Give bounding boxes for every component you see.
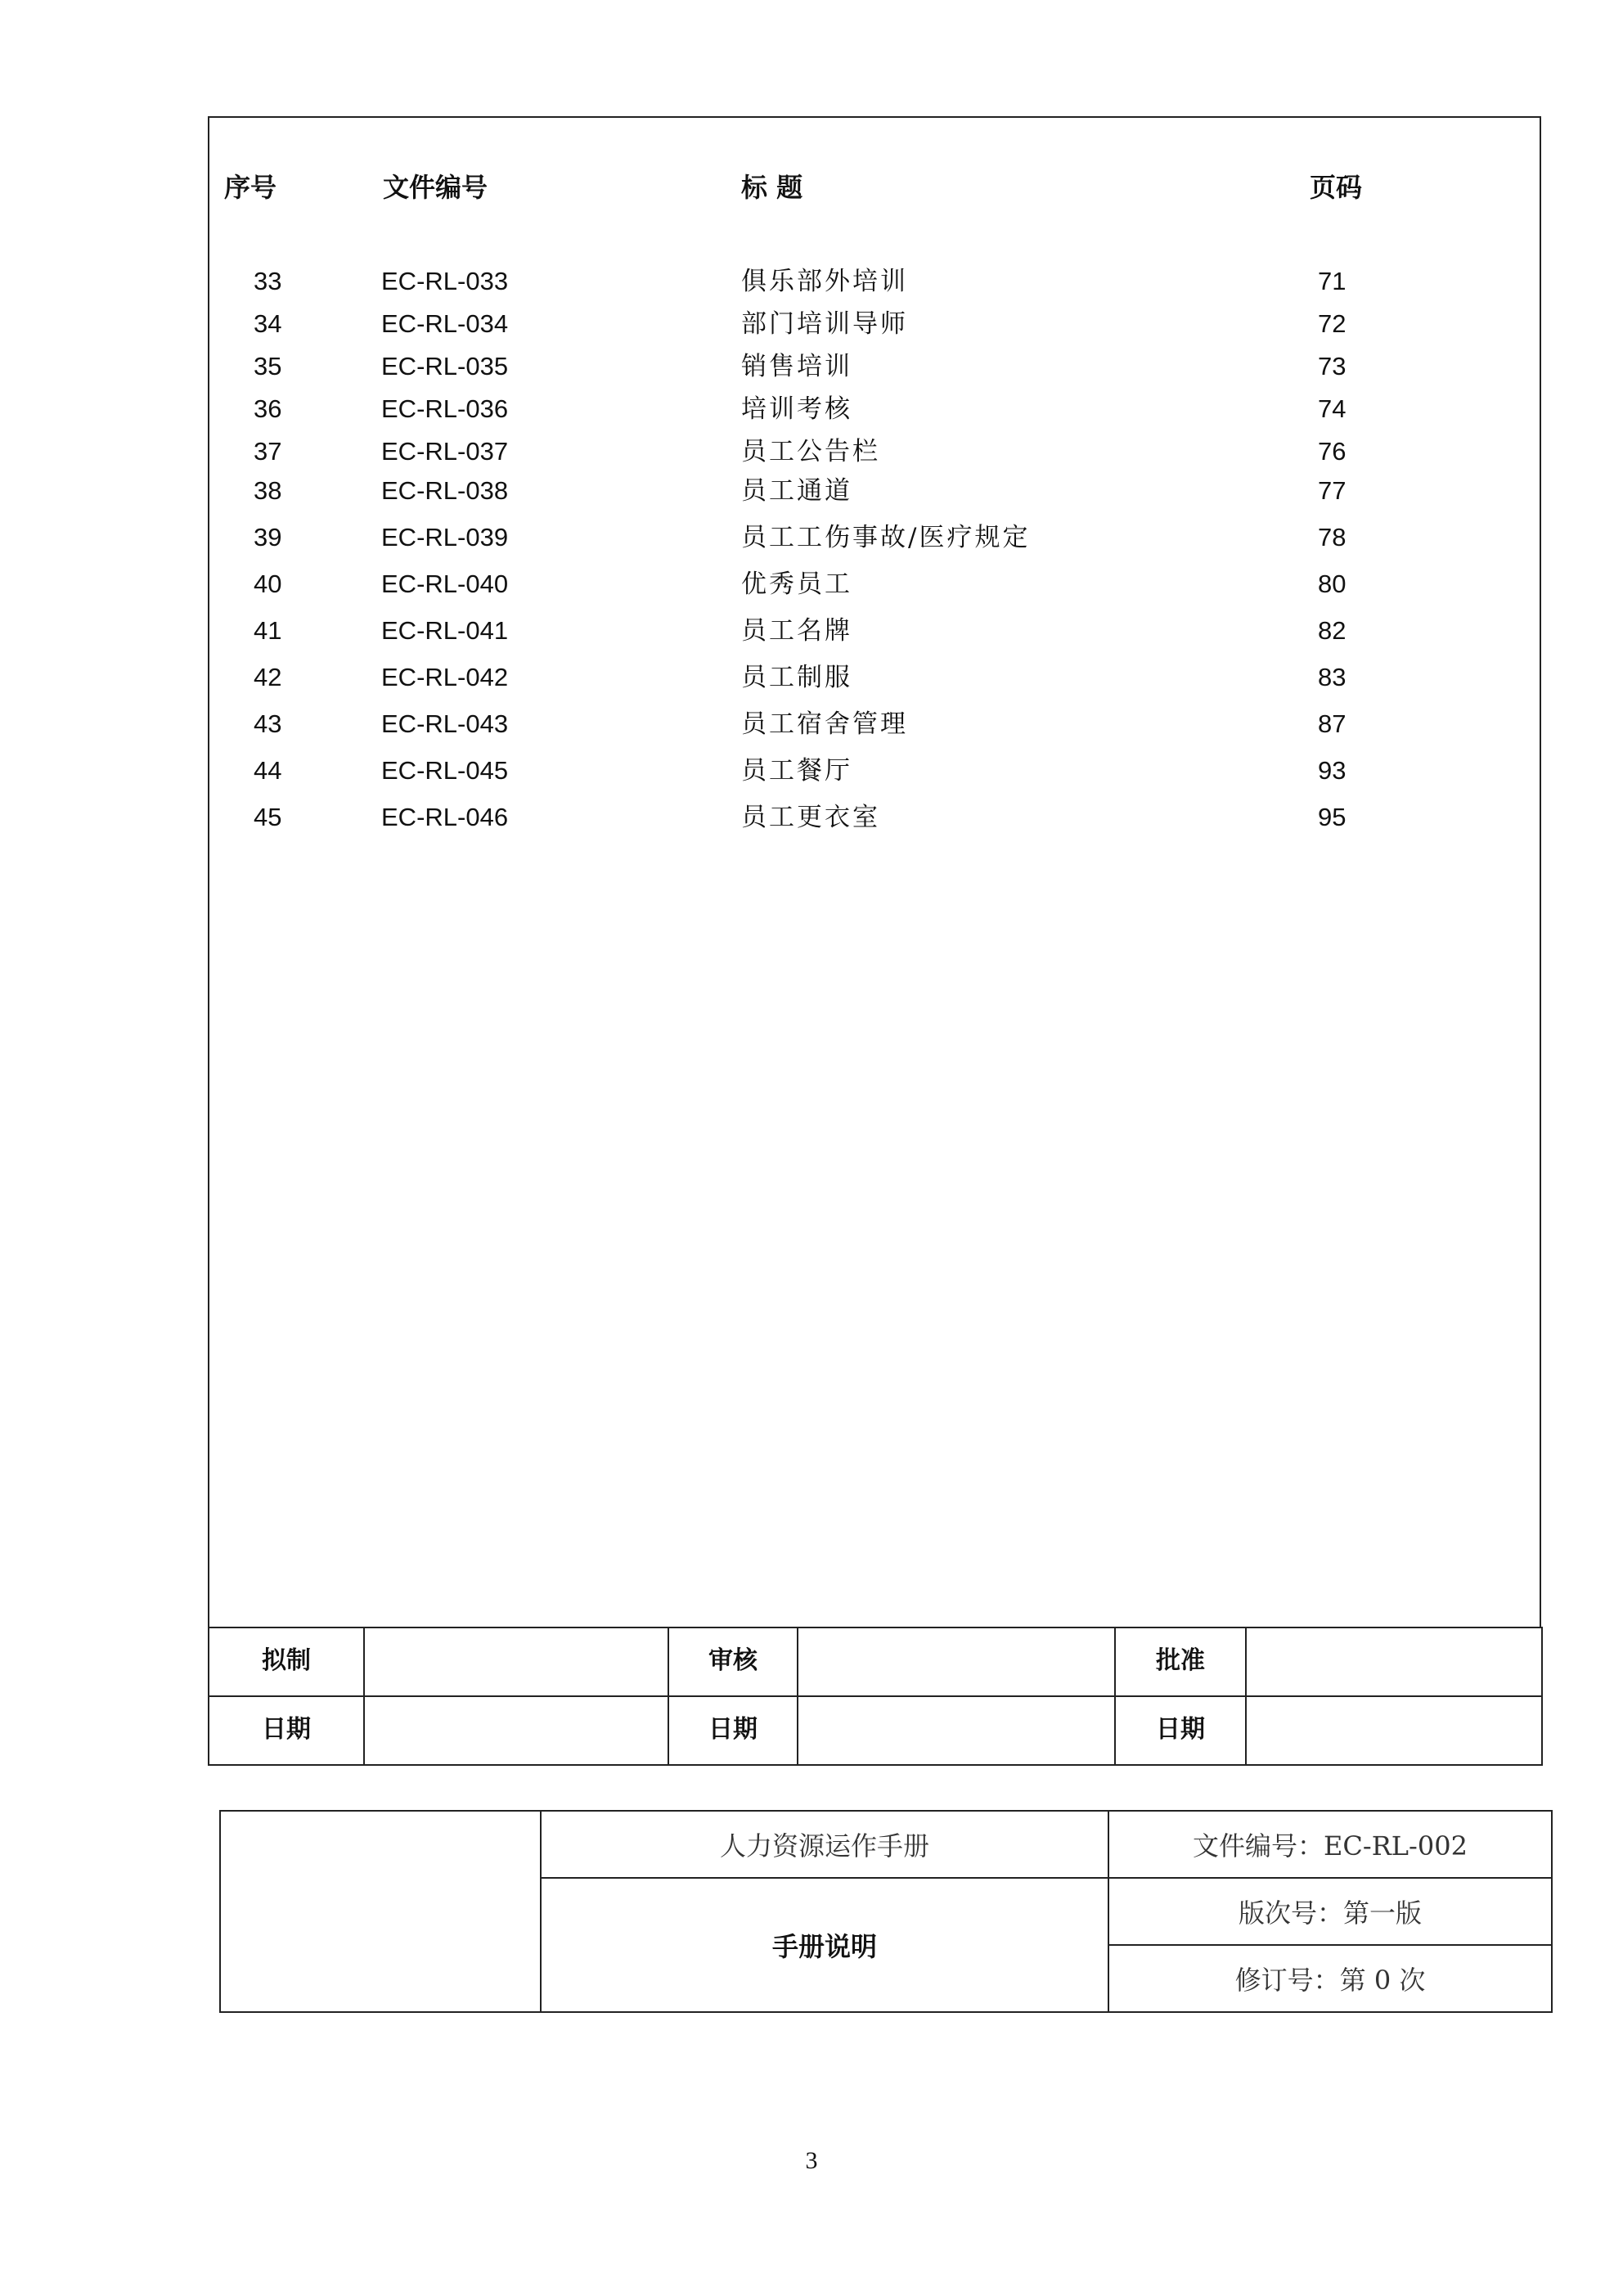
reviewed-date-cell[interactable] (798, 1696, 1115, 1765)
drafted-date-label: 日期 (209, 1696, 364, 1765)
row-seq: 39 (254, 523, 282, 551)
row-page: 95 (1318, 803, 1347, 831)
approval-table (208, 1627, 1543, 1766)
row-seq: 41 (254, 616, 282, 645)
row-title: 员工宿舍管理 (741, 709, 908, 739)
row-doc-no: EC-RL-033 (381, 267, 509, 295)
row-doc-no: EC-RL-035 (381, 352, 509, 380)
row-page: 82 (1318, 616, 1347, 645)
header-seq: 序号 (224, 172, 277, 203)
row-seq: 36 (254, 394, 282, 423)
approved-label: 批准 (1115, 1627, 1246, 1696)
index-row (209, 706, 1540, 742)
row-title: 员工公告栏 (741, 437, 880, 466)
revision-number: 修订号：第 0 次 (1108, 1945, 1552, 2012)
doc-number: 文件编号：EC-RL-002 (1108, 1811, 1552, 1878)
row-doc-no: EC-RL-043 (381, 709, 509, 738)
row-title: 员工制服 (741, 663, 852, 692)
approval-row-signatures (209, 1627, 1542, 1696)
row-seq: 35 (254, 352, 282, 380)
row-seq: 38 (254, 476, 282, 505)
row-doc-no: EC-RL-039 (381, 523, 509, 551)
row-doc-no: EC-RL-038 (381, 476, 509, 505)
row-seq: 37 (254, 437, 282, 466)
row-seq: 33 (254, 267, 282, 295)
index-row (209, 263, 1540, 299)
logo-cell (220, 1811, 541, 2012)
index-row (209, 391, 1540, 427)
row-page: 76 (1318, 437, 1347, 466)
row-seq: 45 (254, 803, 282, 831)
section-title: 手册说明 (541, 1878, 1108, 2012)
row-doc-no: EC-RL-036 (381, 394, 509, 423)
row-page: 80 (1318, 569, 1347, 598)
index-row (209, 434, 1540, 470)
row-page: 71 (1318, 267, 1347, 295)
page-number: 3 (805, 2147, 818, 2174)
drafted-signature-cell[interactable] (364, 1627, 668, 1696)
approved-signature-cell[interactable] (1246, 1627, 1542, 1696)
header-page: 页码 (1310, 172, 1363, 203)
index-row (209, 799, 1540, 835)
row-seq: 34 (254, 309, 282, 338)
row-doc-no: EC-RL-037 (381, 437, 509, 466)
index-row (209, 753, 1540, 789)
approval-row-dates (209, 1696, 1542, 1765)
index-row (209, 349, 1540, 385)
row-title: 员工名牌 (741, 616, 852, 646)
row-doc-no: EC-RL-034 (381, 309, 509, 338)
approved-date-label: 日期 (1115, 1696, 1246, 1765)
edition-number: 版次号：第一版 (1108, 1878, 1552, 1945)
row-page: 77 (1318, 476, 1347, 505)
manual-name: 人力资源运作手册 (541, 1811, 1108, 1878)
index-box (208, 116, 1541, 1628)
row-doc-no: EC-RL-042 (381, 663, 509, 691)
row-seq: 43 (254, 709, 282, 738)
row-page: 83 (1318, 663, 1347, 691)
index-row (209, 520, 1540, 556)
index-row (209, 473, 1540, 509)
row-seq: 40 (254, 569, 282, 598)
row-page: 72 (1318, 309, 1347, 338)
row-title: 员工工伤事故/医疗规定 (741, 523, 1031, 552)
index-row (209, 566, 1540, 602)
row-title: 员工更衣室 (741, 803, 880, 832)
row-title: 员工餐厅 (741, 756, 852, 786)
row-page: 78 (1318, 523, 1347, 551)
row-title: 培训考核 (741, 394, 852, 424)
index-row (209, 660, 1540, 696)
row-title: 员工通道 (741, 476, 852, 506)
document-info-table (219, 1810, 1553, 2013)
row-doc-no: EC-RL-046 (381, 803, 509, 831)
row-doc-no: EC-RL-041 (381, 616, 509, 645)
row-title: 优秀员工 (741, 569, 852, 599)
row-page: 74 (1318, 394, 1347, 423)
row-page: 87 (1318, 709, 1347, 738)
row-title: 部门培训导师 (741, 309, 908, 339)
row-doc-no: EC-RL-040 (381, 569, 509, 598)
row-seq: 44 (254, 756, 282, 785)
row-title: 销售培训 (741, 352, 852, 381)
header-title: 标 题 (741, 172, 803, 203)
index-header (209, 167, 1540, 208)
row-page: 73 (1318, 352, 1347, 380)
row-doc-no: EC-RL-045 (381, 756, 509, 785)
header-doc-no: 文件编号 (383, 172, 488, 203)
reviewed-date-label: 日期 (668, 1696, 798, 1765)
reviewed-label: 审核 (668, 1627, 798, 1696)
row-page: 93 (1318, 756, 1347, 785)
approved-date-cell[interactable] (1246, 1696, 1542, 1765)
row-title: 俱乐部外培训 (741, 267, 908, 296)
reviewed-signature-cell[interactable] (798, 1627, 1115, 1696)
index-row (209, 613, 1540, 649)
index-row (209, 306, 1540, 342)
row-seq: 42 (254, 663, 282, 691)
drafted-date-cell[interactable] (364, 1696, 668, 1765)
drafted-label: 拟制 (209, 1627, 364, 1696)
